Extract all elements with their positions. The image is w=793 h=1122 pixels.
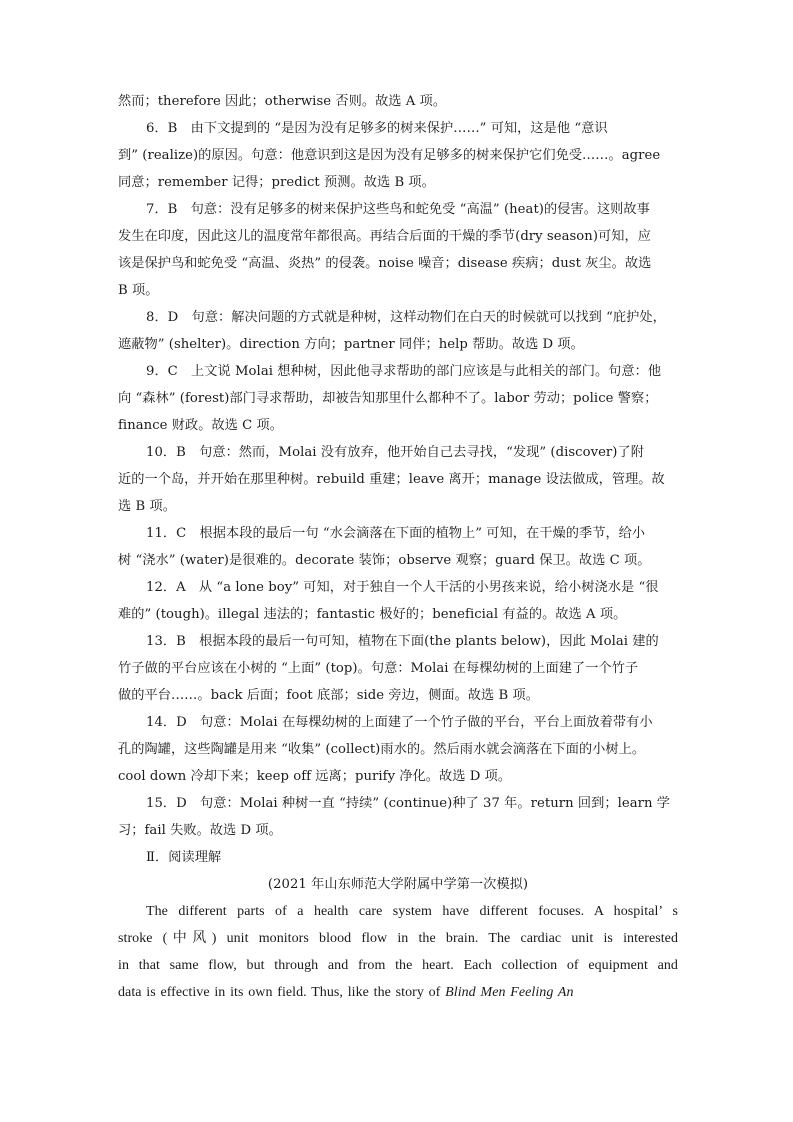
answer-10-line-2: 近的一个岛，并开始在那里种树。rebuild 重建；leave 离开；manage 设法做成，管理。故 — [118, 472, 665, 487]
answer-10-line-1: 10．B 句意：然而，Molai 没有放弃，他开始自己去寻找，“发现” (discover)了附 — [146, 445, 644, 460]
answer-12-line-2: 难的” (tough)。illegal 违法的；fantastic 极好的；beneficial 有益的。故选 A 项。 — [118, 607, 627, 622]
answer-11-line-1: 11．C 根据本段的最后一句 “水会滴落在下面的植物上” 可知，在干燥的季节，给小 — [146, 526, 646, 541]
answer-7-line-4: B 项。 — [118, 283, 159, 298]
answer-6-line-1: 6．B 由下文提到的 “是因为没有足够多的树来保护……” 可知，这是他 “意识 — [146, 121, 608, 136]
passage-line-1: The different parts of a health care system have different focuses. A hospital’ s — [146, 904, 678, 919]
answer-13-line-3: 做的平台……。back 后面；foot 底部；side 旁边，侧面。故选 B 项。 — [118, 688, 539, 703]
passage-line-3: in that same flow, but through and from the heart. Each collection of equipment and — [118, 958, 678, 973]
answer-8-line-1: 8．D 句意：解决问题的方式就是种树，这样动物们在白天的时候就可以找到 “庇护处， — [146, 310, 666, 325]
answer-15-line-2: 习；fail 失败。故选 D 项。 — [118, 823, 282, 838]
answer-14-line-3: cool down 冷却下来；keep off 远离；purify 净化。故选 D 项。 — [118, 769, 512, 784]
source-note: (2021 年山东师范大学附属中学第一次模拟) — [267, 877, 529, 892]
answer-13-line-2: 竹子做的平台应该在小树的 “上面” (top)。句意：Molai 在每棵幼树的上面建了一个竹子 — [118, 661, 639, 676]
answer-10-line-3: 选 B 项。 — [118, 499, 176, 514]
answer-9-line-3: finance 财政。故选 C 项。 — [118, 418, 284, 433]
answer-15-line-1: 15．D 句意：Molai 种树一直 “持续” (continue)种了 37 年。return 回到；learn 学 — [146, 796, 671, 811]
answer-9-line-1: 9．C 上文说 Molai 想种树，因此他寻求帮助的部门应该是与此相关的部门。句意：他 — [146, 364, 662, 379]
passage-line-4-text: data is effective in its own field. Thus, like the story of — [118, 985, 441, 1000]
answer-14-line-1: 14．D 句意：Molai 在每棵幼树的上面建了一个竹子做的平台，平台上面放着带有小 — [146, 715, 653, 730]
passage-line-2: stroke (中风) unit monitors blood flow in the brain. The cardiac unit is interested — [118, 931, 678, 946]
answer-7-line-3: 该是保护鸟和蛇免受 “高温、炎热” 的侵袭。noise 噪音；disease 疾病；dust 灰尘。故选 — [118, 256, 652, 271]
answer-7-line-2: 发生在印度，因此这儿的温度常年都很高。再结合后面的干燥的季节(dry season)可知，应 — [118, 229, 651, 244]
answer-9-line-2: 向 “森林” (forest)部门寻求帮助，却被告知那里什么都种不了。labor 劳动；police 警察； — [118, 391, 658, 406]
answer-6-line-3: 同意；remember 记得；predict 预测。故选 B 项。 — [118, 175, 435, 190]
answer-11-line-2: 树 “浇水” (water)是很难的。decorate 装饰；observe 观察；guard 保卫。故选 C 项。 — [118, 553, 651, 568]
answer-6-line-2: 到” (realize)的原因。句意：他意识到这是因为没有足够多的树来保护它们免受……。agree — [118, 148, 661, 163]
answer-8-line-2: 遮蔽物” (shelter)。direction 方向；partner 同伴；help 帮助。故选 D 项。 — [118, 337, 584, 352]
document-page — [118, 88, 678, 1006]
passage-italic-title: Blind Men Feeling An — [445, 985, 574, 1000]
answer-14-line-2: 孔的陶罐，这些陶罐是用来 “收集” (collect)雨水的。然后雨水就会滴落在下面的小树上。 — [118, 742, 646, 757]
answer-12-line-1: 12．A 从 “a lone boy” 可知，对于独自一个人干活的小男孩来说，给小树浇水是 “很 — [146, 580, 659, 595]
passage-line-4 — [118, 979, 678, 1006]
answer-13-line-1: 13．B 根据本段的最后一句可知，植物在下面(the plants below)，因此 Molai 建的 — [146, 634, 659, 649]
text-line: 然而；therefore 因此；otherwise 否则。故选 A 项。 — [118, 94, 447, 109]
answer-7-line-1: 7．B 句意：没有足够多的树来保护这些鸟和蛇免受 “高温” (heat)的侵害。这则故事 — [146, 202, 650, 217]
section-heading: Ⅱ．阅读理解 — [146, 850, 222, 865]
